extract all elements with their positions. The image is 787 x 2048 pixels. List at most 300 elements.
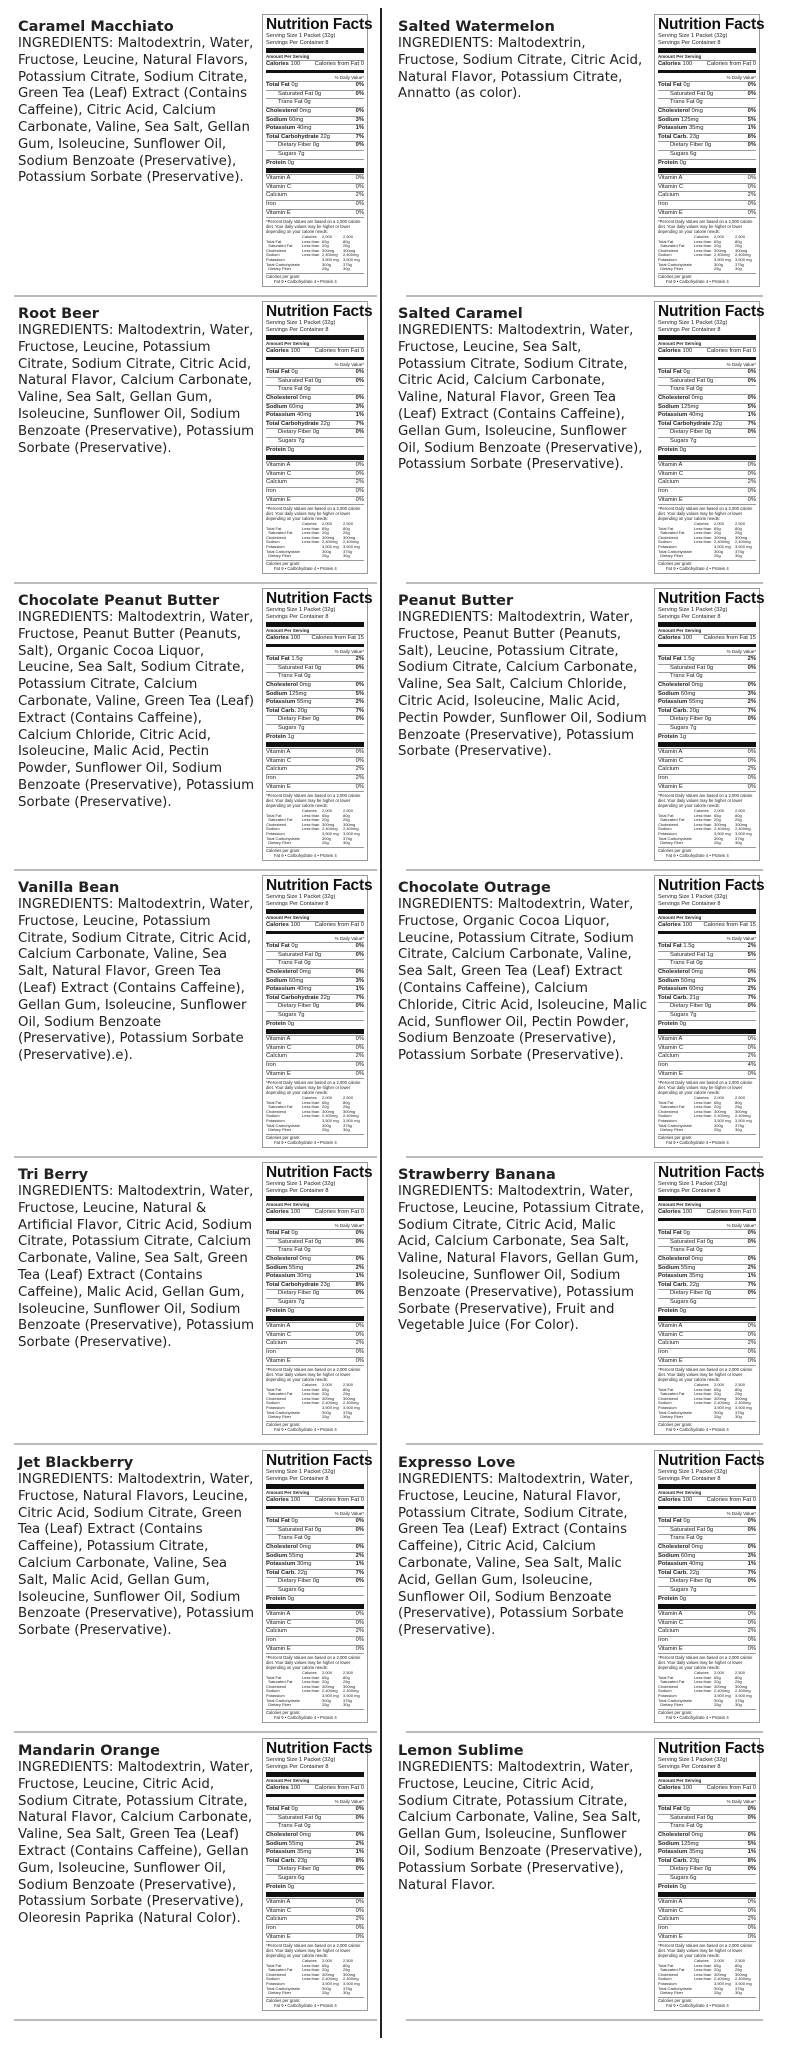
- sodium-row: [266, 116, 364, 125]
- footnote-cell: Total Carbohydrate: [658, 1697, 692, 1703]
- divider-bar: [266, 644, 364, 647]
- vitamin-dv: 0%: [355, 183, 364, 190]
- footnote-cell: [694, 1415, 714, 1420]
- footnote-cell: Total Carbohydrate: [266, 1122, 300, 1128]
- vitamin-row: [266, 774, 364, 783]
- footnote-cell: Calories: [302, 808, 317, 814]
- cholesterol-value: 0mg: [299, 1543, 311, 1550]
- footnote-cell: Calories: [694, 1670, 709, 1676]
- trans-fat: Trans Fat 0g: [278, 960, 311, 967]
- sodium-value: 60mg: [288, 403, 304, 410]
- calories-row: [266, 1784, 364, 1793]
- protein-row: [658, 446, 756, 455]
- footnote-cell: Saturated Fat: [658, 243, 685, 249]
- vitamin-label: Vitamin A: [658, 1323, 683, 1330]
- footnote-cell: Total Carbohydrate: [658, 548, 692, 554]
- protein-value: 0g: [679, 1883, 687, 1890]
- saturated-fat-dv: 0%: [747, 1814, 756, 1821]
- vitamin-label: Vitamin E: [658, 1933, 683, 1940]
- footnote-cell: Saturated Fat: [658, 1679, 685, 1685]
- vitamin-label: Vitamin C: [266, 757, 292, 764]
- ingredients-text: INGREDIENTS: Maltodextrin, Water, Fructose, Organic Cocoa Liquor, Leucine, Potassium Citrate, Sodium Citrate, Calcium Carbonate, Valine, Sea Salt, Green Tea (Leaf) Extract (Contains Caffeine), Calcium Chloride, Citric Acid, Isoleucine, Malic Acid, Sunflower Oil, Pectin Powder, Sodium Benzoate (Preservative), Potassium Sorbate (Preservative).: [398, 897, 648, 1064]
- vitamin-dv: 0%: [747, 1357, 756, 1364]
- footnote-cell: Total Carbohydrate: [658, 1409, 692, 1415]
- divider-bar: [266, 70, 364, 73]
- dietary-fiber-dv: 0%: [355, 142, 364, 149]
- trans-fat: Trans Fat 0g: [670, 960, 703, 967]
- footnote-cell: 80g: [735, 525, 742, 531]
- sodium-label: Sodium: [658, 1552, 680, 1559]
- cholesterol-dv: 0%: [747, 681, 756, 688]
- servings-per-container: Servings Per Container 8: [266, 901, 329, 907]
- footnote-cell: 65g: [714, 525, 721, 531]
- footnote-cell: 2,400mg: [714, 1976, 730, 1982]
- footnote-cell: 300mg: [322, 534, 335, 540]
- potassium-row: [266, 1848, 364, 1857]
- calories-per-gram-label: Calories per gram:: [658, 847, 693, 853]
- footnote-cell: 65g: [322, 1099, 329, 1105]
- cholesterol-value: 0mg: [691, 1255, 703, 1262]
- row-separator: [14, 1443, 377, 1445]
- serving-size: Serving Size 1 Packet (32g): [658, 1469, 728, 1475]
- footnote-cell: 300mg: [322, 1971, 335, 1977]
- footnote-cell: Calories: [694, 808, 709, 814]
- footnote-cell: 375g: [735, 1697, 744, 1703]
- carbohydrate-value: 20g: [689, 707, 700, 714]
- vitamin-label: Vitamin E: [266, 1357, 291, 1364]
- daily-value-header: [266, 935, 364, 943]
- carbohydrate-dv: 8%: [355, 1281, 364, 1288]
- footnote-cell: 3,500 mg: [322, 1693, 339, 1699]
- footnote-cell: 3,500 mg: [343, 1405, 360, 1411]
- vitamin-dv: 0%: [355, 1636, 364, 1643]
- vitamin-label: Vitamin A: [266, 1323, 291, 1330]
- footnote-cell: 300mg: [343, 1971, 356, 1977]
- footnote-cell: Dietary Fiber: [266, 1414, 292, 1420]
- footnote-cell: 25g: [343, 243, 350, 249]
- cholesterol-value: 0mg: [691, 107, 703, 114]
- footnote-cell: 20g: [322, 1391, 329, 1397]
- footnote-cell: 2,000: [322, 234, 333, 240]
- trans-fat-row: [266, 1822, 364, 1831]
- sodium-row: [658, 690, 756, 699]
- footnote-cell: 3,500 mg: [714, 831, 731, 837]
- divider-bar: [658, 1218, 756, 1221]
- footnote-table: [266, 1959, 364, 1996]
- sodium-value: 50mg: [680, 977, 696, 984]
- saturated-fat-row: [658, 951, 756, 960]
- daily-value-header: [266, 74, 364, 82]
- sodium-label: Sodium: [658, 403, 680, 410]
- vitamin-dv: 0%: [355, 462, 364, 469]
- footnote-cell: Sodium: [658, 252, 672, 258]
- divider-bar: [266, 1316, 364, 1321]
- cholesterol-row: [658, 1255, 756, 1264]
- footnote-cell: Less than: [694, 1400, 712, 1406]
- footnote-cell: 2,400mg: [343, 1113, 359, 1119]
- footnote-cell: 300mg: [735, 1108, 748, 1114]
- vitamin-dv: 0%: [747, 1348, 756, 1355]
- footnote: *Percent Daily Values are based on a 2,000 calorie diet. Your daily values may be higher or lower depending on your calorie needs:: [658, 1941, 756, 1958]
- saturated-fat-row: [266, 951, 364, 960]
- footnote-cell: Less than: [302, 238, 320, 244]
- servings-per-container: Servings Per Container 8: [266, 327, 329, 333]
- footnote-cell: Total Fat: [658, 1674, 674, 1680]
- footnote-cell: Calories: [694, 234, 709, 240]
- serving-size: Serving Size 1 Packet (32g): [266, 33, 336, 39]
- sodium-label: Sodium: [266, 116, 288, 123]
- ingredients-text: INGREDIENTS: Maltodextrin, Water, Fructose, Leucine, Potassium Citrate, Sodium Citrate, Citric Acid, Malic Acid, Calcium Carbonate, Sea Salt, Valine, Natural Flavors, Gellan Gum, Isoleucine, Sunflower Oil, Sodium Benzoate (Preservative), Potassium Sorbate (Preservative), Fruit and Vegetable Juice (For Color).: [398, 1184, 645, 1334]
- divider-bar: [266, 742, 364, 747]
- calories-row: [658, 634, 756, 643]
- vitamin-dv: 2%: [747, 479, 756, 486]
- vitamin-dv: 0%: [355, 1907, 364, 1914]
- sugars-row: [658, 1011, 756, 1020]
- sodium-row: [266, 1840, 364, 1849]
- carbohydrate-dv: 7%: [355, 133, 364, 140]
- footnote-cell: 25g: [343, 530, 350, 536]
- total-fat-dv: 0%: [355, 369, 364, 376]
- carbohydrate-label: Total Carb.: [266, 1857, 296, 1864]
- calories-per-gram-label: Calories per gram:: [658, 1997, 693, 2003]
- vitamin-label: Iron: [266, 200, 276, 207]
- product-name: Jet Blackberry: [18, 1455, 134, 1471]
- sugars-value: 6g: [298, 1586, 305, 1593]
- potassium-value: 35mg: [688, 1273, 704, 1280]
- footnote-cell: 65g: [714, 812, 721, 818]
- calories-from-fat-label: Calories from Fat: [314, 1209, 360, 1215]
- nutrition-facts-label: [262, 1450, 373, 1723]
- calories-per-gram-values: Fat 9 • Carbohydrate 4 • Protein 4: [666, 1139, 729, 1145]
- dietary-fiber: Dietary Fiber 0g: [670, 716, 712, 723]
- vitamin-label: Vitamin E: [266, 1070, 291, 1077]
- sodium-value: 125mg: [288, 690, 307, 697]
- footnote-cell: Less than: [302, 534, 320, 540]
- footnote-cell: [302, 554, 322, 559]
- vitamin-row: [266, 478, 364, 487]
- vitamin-label: Vitamin A: [266, 1899, 291, 1906]
- trans-fat-row: [266, 385, 364, 394]
- divider-bar: [658, 335, 756, 340]
- servings-per-container: Servings Per Container 8: [658, 1476, 721, 1482]
- footnote-cell: 30g: [343, 1127, 350, 1133]
- cholesterol-label: Cholesterol: [658, 107, 690, 114]
- vitamin-row: [266, 183, 364, 192]
- protein-label: Protein: [658, 1307, 678, 1314]
- footnote-cell: 20g: [322, 1679, 329, 1685]
- carbohydrate-dv: 7%: [747, 994, 756, 1001]
- sodium-dv: 3%: [747, 690, 756, 697]
- protein-row: [658, 1020, 756, 1029]
- vitamin-dv: 0%: [355, 487, 364, 494]
- label-title: Nutrition Facts: [658, 303, 765, 320]
- vitamin-row: [658, 496, 756, 505]
- footnote-cell: 2,500: [343, 1382, 354, 1388]
- footnote-cell: Calories: [302, 1958, 317, 1964]
- footnote-cell: Saturated Fat: [266, 1104, 293, 1110]
- cholesterol-row: [658, 681, 756, 690]
- footnote-cell: 2,500: [735, 1382, 746, 1388]
- label-title: Nutrition Facts: [266, 303, 373, 320]
- carbohydrate-value: 22g: [712, 420, 723, 427]
- trans-fat-row: [658, 1822, 756, 1831]
- protein-label: Protein: [266, 733, 286, 740]
- calories-per-gram-label: Calories per gram:: [266, 560, 301, 566]
- calories-per-gram-label: Calories per gram:: [266, 1421, 301, 1427]
- daily-value-header: [658, 1222, 756, 1230]
- footnote-cell: 65g: [714, 238, 721, 244]
- total-fat-row: [266, 1517, 364, 1526]
- divider-bar: [658, 455, 756, 460]
- sodium-value: 125mg: [680, 403, 699, 410]
- product-name: Salted Caramel: [398, 306, 523, 322]
- cholesterol-label: Cholesterol: [266, 1831, 298, 1838]
- sugars-row: [658, 150, 756, 159]
- sodium-label: Sodium: [266, 403, 288, 410]
- trans-fat-row: [658, 98, 756, 107]
- calories-per-gram: [266, 847, 364, 858]
- vitamin-label: Calcium: [658, 1053, 679, 1060]
- product-description: [18, 592, 258, 812]
- row-separator: [406, 1731, 763, 1733]
- dietary-fiber-dv: 0%: [355, 1578, 364, 1585]
- vitamin-label: Vitamin C: [266, 183, 292, 190]
- trans-fat-row: [658, 959, 756, 968]
- carbohydrate-label: Total Carb.: [658, 1281, 688, 1288]
- divider-bar: [266, 335, 364, 340]
- potassium-label: Potassium: [658, 699, 688, 706]
- calories-per-gram-label: Calories per gram:: [658, 273, 693, 279]
- divider-bar: [266, 357, 364, 360]
- carbohydrate-label: Total Carbohydrate: [266, 420, 319, 427]
- dietary-fiber-row: [266, 428, 364, 437]
- footnote-cell: Saturated Fat: [658, 1967, 685, 1973]
- vitamin-row: [658, 765, 756, 774]
- saturated-fat-dv: 0%: [355, 90, 364, 97]
- footnote-cell: 25g: [714, 1702, 721, 1708]
- vitamin-row: [266, 1645, 364, 1654]
- footnote-cell: Less than: [302, 1099, 320, 1105]
- footnote-cell: 300mg: [735, 247, 748, 253]
- footnote-cell: Less than: [302, 1386, 320, 1392]
- saturated-fat-dv: 0%: [355, 664, 364, 671]
- vitamin-row: [658, 470, 756, 479]
- vitamin-row: [658, 1339, 756, 1348]
- footnote-cell: Total Fat: [658, 238, 674, 244]
- footnote-cell: 2,000: [714, 234, 725, 240]
- total-fat-label: Total Fat: [658, 369, 682, 376]
- footnote-cell: Cholesterol: [266, 1108, 287, 1114]
- vitamin-row: [658, 1035, 756, 1044]
- vitamin-label: Vitamin A: [266, 175, 291, 182]
- footnote-cell: 2,000: [714, 1670, 725, 1676]
- vitamin-row: [266, 1339, 364, 1348]
- footnote-cell: Dietary Fiber: [658, 266, 684, 272]
- footnote-cell: Total Fat: [266, 1962, 282, 1968]
- cholesterol-row: [266, 968, 364, 977]
- calories-from-fat-value: 0: [360, 922, 364, 928]
- protein-value: 1g: [679, 733, 687, 740]
- nutrition-facts-label: [654, 588, 765, 861]
- calories-label: Calories: [266, 1209, 289, 1215]
- calories-from-fat-value: 15: [749, 635, 756, 641]
- sodium-value: 55mg: [288, 1840, 304, 1847]
- footnote-cell: 300g: [322, 1985, 331, 1991]
- carbohydrate-row: [266, 1857, 364, 1866]
- calories-from-fat-label: Calories from Fat: [314, 1785, 360, 1791]
- footnote-cell: 375g: [735, 548, 744, 554]
- footnote-cell: 2,400mg: [343, 252, 359, 258]
- sugars-row: [658, 1298, 756, 1307]
- divider-bar: [658, 70, 756, 73]
- potassium-dv: 1%: [747, 412, 756, 419]
- carbohydrate-row: [266, 707, 364, 716]
- total-fat-row: [266, 942, 364, 951]
- vitamin-dv: 0%: [747, 757, 756, 764]
- footnote-table: [658, 1671, 756, 1708]
- trans-fat: Trans Fat 0g: [278, 1823, 311, 1830]
- footnote-cell: 65g: [714, 1962, 721, 1968]
- protein-row: [658, 733, 756, 742]
- sodium-dv: 5%: [747, 403, 756, 410]
- carbohydrate-label: Total Carb.: [658, 133, 688, 140]
- footnote-cell: 2,400mg: [714, 252, 730, 258]
- footnote-cell: 25g: [322, 1127, 329, 1133]
- footnote-cell: Potassium: [266, 257, 285, 263]
- trans-fat: Trans Fat 0g: [278, 99, 311, 106]
- sugars-value: 6g: [690, 1298, 697, 1305]
- servings-per-container: Servings Per Container 8: [266, 1188, 329, 1194]
- saturated-fat-label: Saturated Fat: [278, 1238, 314, 1245]
- dietary-fiber-dv: 0%: [747, 142, 756, 149]
- divider-bar: [658, 644, 756, 647]
- footnote-cell: Less than: [302, 1113, 320, 1119]
- daily-value-label: % Daily Value*: [726, 1510, 756, 1516]
- potassium-row: [658, 1272, 756, 1281]
- total-fat-dv: 0%: [355, 1230, 364, 1237]
- calories-per-gram-label: Calories per gram:: [266, 1997, 301, 2003]
- product-name: Peanut Butter: [398, 593, 514, 609]
- divider-bar: [266, 909, 364, 914]
- calories-from-fat-label: Calories from Fat: [311, 635, 356, 641]
- footnote-cell: 25g: [322, 553, 329, 559]
- total-fat-label: Total Fat: [266, 656, 290, 663]
- total-fat-dv: 0%: [747, 82, 756, 89]
- vitamin-label: Vitamin C: [658, 1331, 684, 1338]
- footnote-cell: 2,400mg: [735, 539, 751, 545]
- footnote-cell: 30g: [343, 1414, 350, 1420]
- calories-label: Calories: [266, 348, 289, 354]
- total-fat-label: Total Fat: [658, 943, 682, 950]
- footnote: *Percent Daily Values are based on a 2,000 calorie diet. Your daily values may be higher or lower depending on your calorie needs:: [658, 791, 756, 808]
- divider-bar: [266, 1484, 364, 1489]
- sodium-value: 55mg: [288, 1264, 304, 1271]
- protein-value: 0g: [287, 1595, 295, 1602]
- calories-per-gram: [266, 560, 364, 571]
- product-card: [392, 297, 777, 584]
- carbohydrate-dv: 7%: [747, 707, 756, 714]
- footnote-cell: Less than: [302, 826, 320, 832]
- vitamin-row: [658, 191, 756, 200]
- total-fat-row: [658, 81, 756, 90]
- calories-per-gram: [658, 1709, 756, 1720]
- divider-bar: [266, 1772, 364, 1777]
- potassium-value: 55mg: [688, 699, 704, 706]
- footnote-cell: 3,500 mg: [343, 1981, 360, 1987]
- cholesterol-row: [658, 394, 756, 403]
- total-fat-row: [266, 368, 364, 377]
- saturated-fat-label: Saturated Fat: [670, 1526, 706, 1533]
- vitamin-dv: 0%: [747, 749, 756, 756]
- footnote-cell: 2,500: [343, 1958, 354, 1964]
- trans-fat: Trans Fat 0g: [670, 1823, 703, 1830]
- dietary-fiber: Dietary Fiber 0g: [278, 429, 320, 436]
- footnote-cell: [694, 841, 714, 846]
- dietary-fiber-row: [266, 715, 364, 724]
- total-fat-value: 0g: [291, 1518, 298, 1525]
- nutrition-facts-label: [262, 875, 373, 1148]
- vitamin-label: Calcium: [266, 1916, 287, 1923]
- divider-bar: [658, 1029, 756, 1034]
- footnote-cell: Saturated Fat: [266, 817, 293, 823]
- sodium-dv: 2%: [355, 1552, 364, 1559]
- sodium-label: Sodium: [658, 1264, 680, 1271]
- cholesterol-dv: 0%: [355, 394, 364, 401]
- calories-per-gram-label: Calories per gram:: [266, 273, 301, 279]
- saturated-fat-dv: 0%: [355, 1814, 364, 1821]
- saturated-fat-label: Saturated Fat: [278, 1526, 314, 1533]
- footnote-cell: 25g: [735, 1967, 742, 1973]
- footnote-cell: Less than: [302, 525, 320, 531]
- total-fat-value: 1.5g: [291, 656, 303, 663]
- footnote-cell: 3,500 mg: [343, 1118, 360, 1124]
- carbohydrate-value: 22g: [297, 1569, 308, 1576]
- vitamin-dv: 0%: [355, 1323, 364, 1330]
- sodium-label: Sodium: [266, 690, 288, 697]
- total-fat-label: Total Fat: [658, 656, 682, 663]
- product-description: [18, 879, 258, 1065]
- footnote-cell: [302, 267, 322, 272]
- sugars-label: Sugars: [670, 1298, 689, 1305]
- product-card: [0, 871, 385, 1158]
- saturated-fat-row: [266, 1526, 364, 1535]
- potassium-row: [658, 1848, 756, 1857]
- product-card: [0, 584, 385, 871]
- vitamin-dv: 2%: [355, 192, 364, 199]
- vitamin-row: [658, 200, 756, 209]
- footnote-cell: [302, 1991, 322, 1996]
- vitamin-label: Iron: [266, 1924, 276, 1931]
- total-fat-dv: 0%: [355, 82, 364, 89]
- amount-per-serving: Amount Per Serving: [658, 1490, 702, 1495]
- servings-per-container: Servings Per Container 8: [658, 1188, 721, 1194]
- footnote-cell: Cholesterol: [658, 1395, 679, 1401]
- cholesterol-label: Cholesterol: [266, 394, 298, 401]
- daily-value-header: [658, 1798, 756, 1806]
- cholesterol-value: 0mg: [691, 681, 703, 688]
- protein-label: Protein: [658, 159, 678, 166]
- vitamin-row: [658, 1348, 756, 1357]
- total-fat-dv: 0%: [747, 1518, 756, 1525]
- vitamin-row: [658, 1052, 756, 1061]
- footnote-cell: Less than: [302, 812, 320, 818]
- footnote-cell: Less than: [694, 243, 712, 249]
- saturated-fat-value: 0g: [314, 377, 322, 384]
- protein-value: 0g: [287, 446, 295, 453]
- dietary-fiber: Dietary Fiber 0g: [670, 429, 712, 436]
- vitamin-row: [266, 470, 364, 479]
- footnote-cell: 80g: [735, 1099, 742, 1105]
